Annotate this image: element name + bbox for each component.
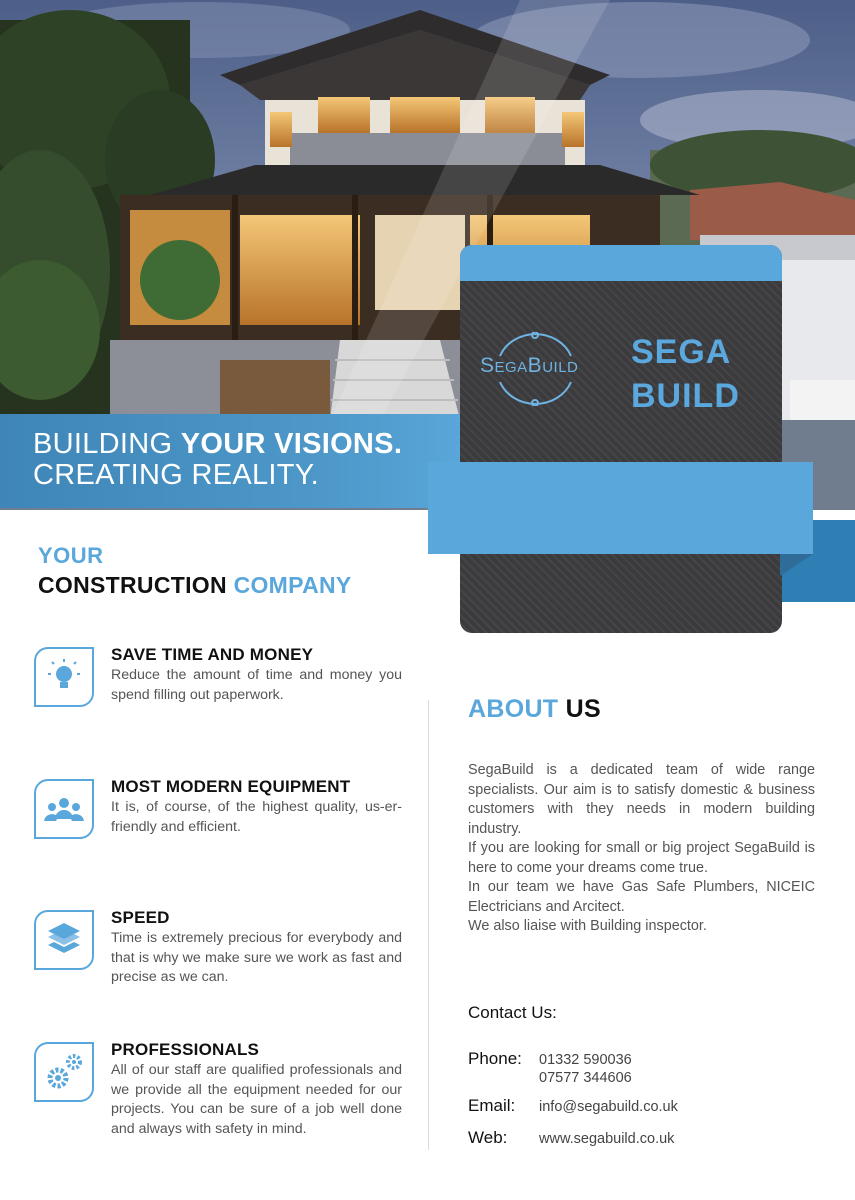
intro-your: YOUR [38, 543, 104, 568]
headline-line2: CREATING REALITY. [33, 459, 320, 491]
feature-title-speed: SPEED [111, 908, 170, 927]
feature-text-save-time: Reduce the amount of time and money you spend filling out paperwork. [111, 667, 402, 703]
brand-card [460, 245, 782, 633]
web-label: Web: [468, 1128, 508, 1147]
about-title-blue: ABOUT [468, 695, 559, 723]
email-link[interactable]: info@segabuild.co.uk [539, 1099, 678, 1115]
intro-construction: CONSTRUCTION [38, 572, 227, 598]
gears-icon [34, 1042, 94, 1102]
about-heading [468, 695, 601, 724]
headline-regular-text: BUILDING [33, 428, 181, 460]
lightbulb-icon [34, 647, 94, 707]
brand-logo-text: SegaBuild [480, 354, 579, 377]
feature-title-professionals: PROFESSIONALS [111, 1040, 260, 1059]
hero-headline [33, 429, 402, 491]
phone-number-1[interactable]: 01332 590036 [539, 1052, 632, 1068]
feature-text-speed: Time is extremely precious for everybody and that is why we make sure we work as fast and precise as we can. [111, 930, 402, 985]
team-icon [34, 779, 94, 839]
brand-name [631, 330, 740, 418]
column-divider [428, 700, 429, 1150]
website-link[interactable]: www.segabuild.co.uk [539, 1131, 675, 1147]
contact-heading: Contact Us: [468, 1003, 557, 1022]
blue-ribbon [428, 462, 813, 554]
phone-number-2[interactable]: 07577 344606 [539, 1070, 632, 1086]
feature-title-save-time: SAVE TIME AND MONEY [111, 645, 314, 664]
feature-title-equipment: MOST MODERN EQUIPMENT [111, 777, 351, 796]
layers-icon [34, 910, 94, 970]
feature-text-professionals: All of our staff are qualified professionals and we provide all the equipment needed for our projects. You can be sure of a job well done and always with safety in mind. [111, 1062, 402, 1137]
phone-label: Phone: [468, 1049, 522, 1068]
headline-bold-text: YOUR VISIONS. [180, 428, 403, 460]
about-paragraph: We also liaise with Building inspector. [468, 918, 707, 934]
brand-name-line1: SEGA [631, 333, 732, 371]
about-body [468, 761, 815, 937]
feature-text-equipment: It is, of course, of the highest quality, us-er-friendly and efficient. [111, 799, 402, 835]
about-paragraph: In our team we have Gas Safe Plumbers, NICEIC Electricians and Arcitect. [468, 879, 815, 915]
brand-card-top-strip [460, 245, 782, 281]
intro-company: COMPANY [233, 572, 352, 598]
email-label: Email: [468, 1096, 516, 1115]
intro-heading [38, 572, 352, 599]
about-title-dark: US [565, 695, 601, 723]
ribbon-fold [780, 554, 813, 576]
about-paragraph: SegaBuild is a dedicated team of wide range specialists. Our aim is to satisfy domestic & business customers with they needs in modern building industry. [468, 762, 815, 837]
brand-name-line2: BUILD [631, 377, 740, 415]
about-paragraph: If you are looking for small or big project SegaBuild is here to come your dreams come true. [468, 840, 815, 876]
